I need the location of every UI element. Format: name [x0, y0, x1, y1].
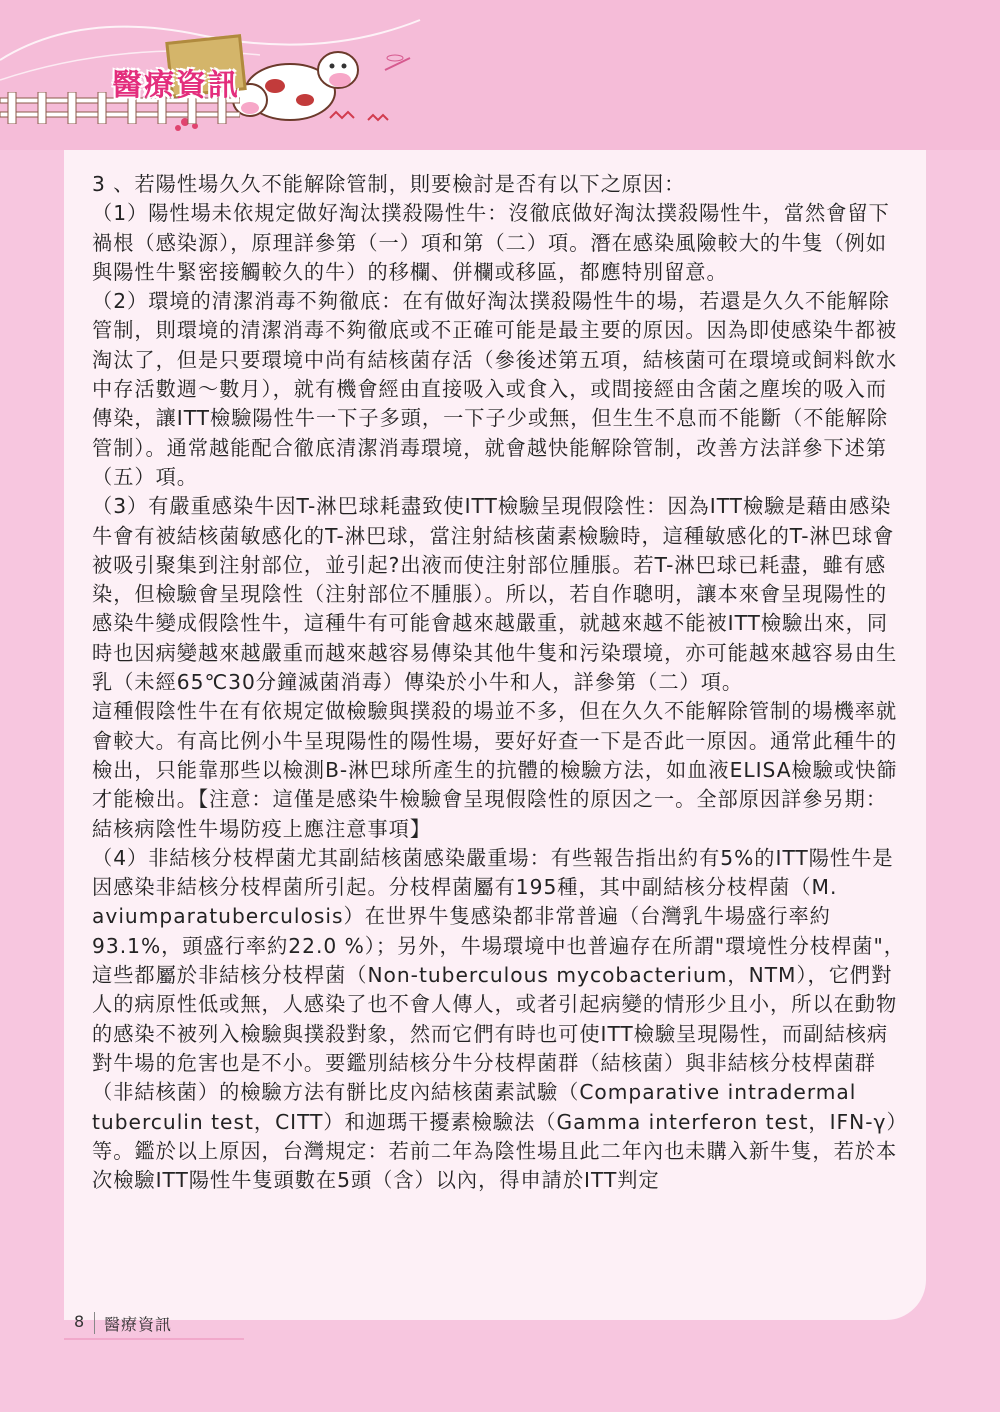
paragraph-item-4: （4）非結核分枝桿菌尤其副結核菌感染嚴重場：有些報告指出約有5%的ITT陽性牛是因感染非結核分枝桿菌所引起。分枝桿菌屬有195種，其中副結核分枝桿菌（M. aviumparatuberculosis）在世界牛隻感染都非常普遍（台灣乳牛場盛行率約93.1%，頭盛行率約22.0 %）；另外，牛場環境中也普遍存在所謂"環境性分枝桿菌"，這些都屬於非結核分枝桿菌（Non-tuberculous mycobacterium，NTM），它們對人的病原性低或無，人感染了也不會人傳人，或者引起病變的情形少且小，所以在動物的感染不被列入檢驗與撲殺對象，然而它們有時也可使ITT檢驗呈現陽性，而副結核病對牛場的危害也是不小。要鑑別結核分牛分枝桿菌群（結核菌）與非結核分枝桿菌群（非結核菌）的檢驗方法有骿比皮內結核菌素試驗（Comparative intradermal tuberculin test，CITT）和迦瑪干擾素檢驗法（Gamma interferon test，IFN-γ）等。鑑於以上原因，台灣規定：若前二年為陰性場且此二年內也未購入新牛隻，若於本次檢驗ITT陽性牛隻頭數在5頭（含）以內，得申請於ITT判定	[92, 845, 905, 1193]
page-header	[0, 0, 1000, 150]
footer-section-label: 醫療資訊	[104, 1315, 173, 1334]
page-footer	[64, 1308, 244, 1338]
paragraph-item-2: （2）環境的清潔消毒不夠徹底：在有做好淘汰撲殺陽性牛的場，若還是久久不能解除管制，則環境的清潔消毒不夠徹底或不正確可能是最主要的原因。因為即使感染牛都被淘汰了，但是只要環境中尚有結核菌存活（參後述第五項，結核菌可在環境或飼料飲水中存活數週～數月），就有機會經由直接吸入或食入，或間接經由含菌之塵埃的吸入而傳染，讓ITT檢驗陽性牛一下子多頭，一下子少或無，但生生不息而不能斷（不能解除管制）。通常越能配合徹底清潔消毒環境，就會越快能解除管制，改善方法詳參下述第（五）項。	[92, 289, 898, 489]
paragraph-point-3: 3 、若陽性場久久不能解除管制，則要檢討是否有以下之原因：	[92, 172, 686, 196]
article-body	[92, 170, 906, 1195]
page-number: 8	[74, 1312, 85, 1331]
cow-illustration-icon	[233, 52, 358, 120]
dragonfly-icon	[385, 55, 410, 70]
footer-underline	[64, 1338, 244, 1340]
paragraph-item-1: （1）陽性場未依規定做好淘汰撲殺陽性牛：沒徹底做好淘汰撲殺陽性牛，當然會留下禍根（感染源），原理詳參第（一）項和第（二）項。潛在感染風險較大的牛隻（例如與陽性牛緊密接觸較久的牛）的移欄、併欄或移區，都應特別留意。	[92, 201, 890, 284]
section-title: 醫療資訊	[112, 68, 240, 103]
footer-divider	[94, 1312, 95, 1334]
paragraph-item-3-note: 這種假陰性牛在有依規定做檢驗與撲殺的場並不多，但在久久不能解除管制的場機率就會較大。有高比例小牛呈現陽性的陽性場，要好好查一下是否此一原因。通常此種牛的檢出，只能靠那些以檢測B-淋巴球所產生的抗體的檢驗方法，如血液ELISA檢驗或快篩才能檢出。【注意：這僅是感染牛檢驗會呈現假陰性的原因之一。全部原因詳參另期：結核病陰性牛場防疫上應注意事項】	[92, 699, 898, 841]
paragraph-item-3: （3）有嚴重感染牛因T-淋巴球耗盡致使ITT檢驗呈現假陰性：因為ITT檢驗是藉由感染牛會有被結核菌敏感化的T-淋巴球，當注射結核菌素檢驗時，這種敏感化的T-淋巴球會被吸引聚集到注射部位，並引起?出液而使注射部位腫脹。若T-淋巴球已耗盡，雖有感染，但檢驗會呈現陰性（注射部位不腫脹）。所以，若自作聰明，讓本來會呈現陽性的感染牛變成假陰性牛，這種牛有可能會越來越嚴重，就越來越不能被ITT檢驗出來，同時也因病變越來越嚴重而越來越容易傳染其他牛隻和污染環境，亦可能越來越容易由生乳（未經65℃30分鐘滅菌消毒）傳染於小牛和人，詳參第（二）項。	[92, 494, 898, 695]
